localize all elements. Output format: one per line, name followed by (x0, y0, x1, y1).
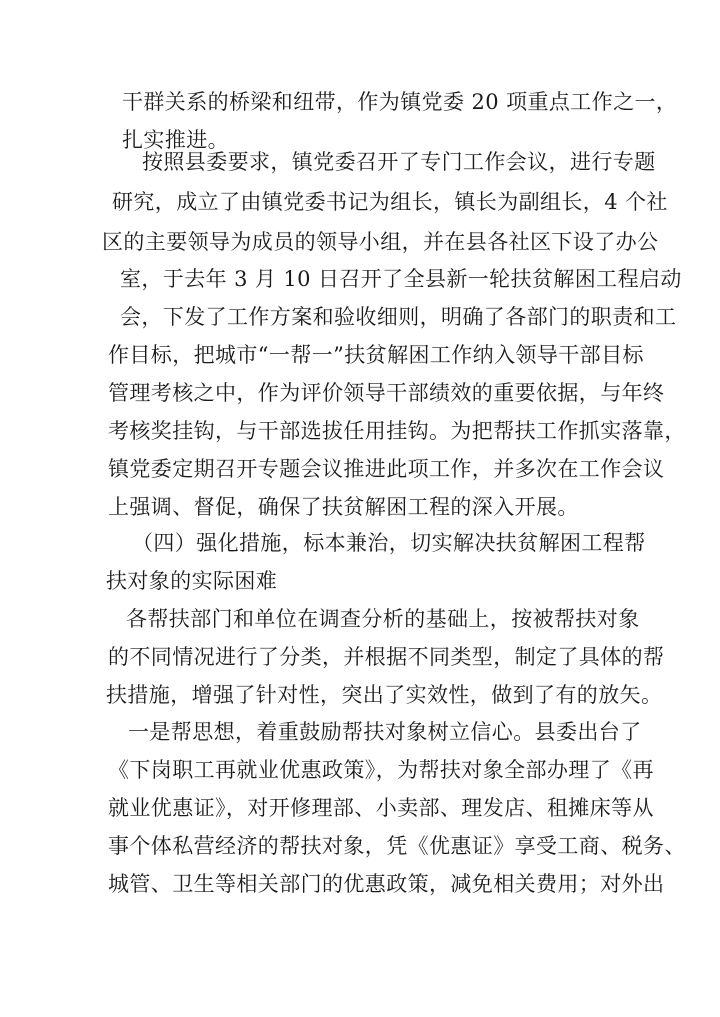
text-line: 扶措施，增强了针对性，突出了实效性，做到了有的放矢。 (106, 683, 663, 707)
text-line: 扎实推进。 (122, 128, 229, 152)
text-line: 干群关系的桥梁和纽带，作为镇党委 20 项重点工作之一， (122, 90, 678, 114)
text-line: 室，于去年 3 月 10 日召开了全县新一轮扶贫解困工程启动 (120, 267, 682, 291)
text-line: 各帮扶部门和单位在调查分析的基础上，按被帮扶对象 (126, 607, 640, 631)
section-heading-line: 扶对象的实际困难 (106, 569, 278, 593)
text-line: 区的主要领导为成员的领导小组，并在县各社区下设了办公 (102, 230, 659, 254)
text-line: 考核奖挂钩，与干部选拔任用挂钩。为把帮扶工作抓实落靠， (108, 419, 686, 443)
text-line: 上强调、督促，确保了扶贫解困工程的深入开展。 (108, 495, 579, 519)
text-line: 《下岗职工再就业优惠政策》，为帮扶对象全部办理了《再 (108, 758, 654, 782)
text-line: 的不同情况进行了分类，并根据不同类型，制定了具体的帮 (108, 645, 665, 669)
section-heading-line: （四）强化措施，标本兼治，切实解决扶贫解困工程帮 (132, 531, 646, 555)
text-line: 一是帮思想，着重鼓励帮扶对象树立信心。县委出台了 (128, 720, 642, 744)
text-line: 作目标，把城市“一帮一”扶贫解困工作纳入领导干部目标 (108, 343, 644, 367)
text-line: 按照县委要求，镇党委召开了专门工作会议，进行专题 (142, 150, 656, 174)
text-line: 事个体私营经济的帮扶对象，凭《优惠证》享受工商、税务、 (108, 834, 686, 858)
text-line: 管理考核之中，作为评价领导干部绩效的重要依据，与年终 (108, 381, 665, 405)
text-line: 会，下发了工作方案和验收细则，明确了各部门的职责和工 (120, 305, 677, 329)
text-line: 镇党委定期召开专题会议推进此项工作，并多次在工作会议 (108, 457, 665, 481)
text-line: 城管、卫生等相关部门的优惠政策，减免相关费用；对外出 (108, 872, 665, 896)
text-line: 研究，成立了由镇党委书记为组长，镇长为副组长，4 个社 (112, 190, 668, 214)
text-line: 就业优惠证》，对开修理部、小卖部、理发店、租摊床等从 (108, 796, 654, 820)
